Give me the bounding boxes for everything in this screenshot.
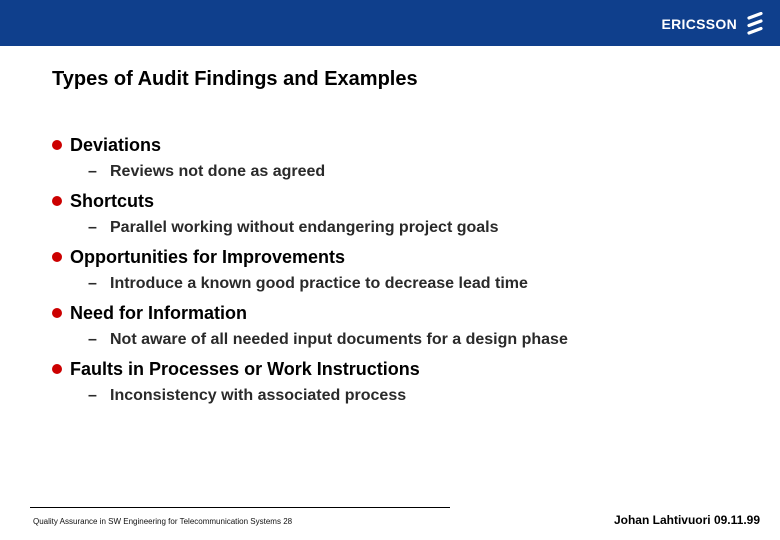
- sub-bullet: [88, 385, 772, 407]
- sub-bullet: [88, 217, 772, 239]
- bullet-need-for-information: [52, 301, 772, 325]
- footer-author-date: Johan Lahtivuori 09.11.99: [613, 513, 760, 527]
- sub-bullet-text: Not aware of all needed input documents for a design phase: [110, 331, 568, 348]
- sub-bullet: [88, 273, 772, 295]
- bullet-shortcuts: [52, 189, 772, 213]
- bullet-heading: Need for Information: [70, 302, 248, 323]
- sub-bullet: [88, 329, 772, 351]
- bullet-dot-icon: [52, 308, 62, 318]
- bullet-heading: Shortcuts: [70, 190, 155, 211]
- dash-icon: –: [88, 387, 97, 404]
- slide-title: Types of Audit Findings and Examples: [52, 68, 418, 90]
- footer-course-title: Quality Assurance in SW Engineering for Telecommunication Systems 28: [33, 517, 293, 526]
- bullet-faults: [52, 357, 772, 381]
- bullet-heading: Faults in Processes or Work Instructions: [70, 358, 420, 379]
- dash-icon: –: [88, 219, 97, 236]
- sub-bullet-text: Introduce a known good practice to decrease lead time: [110, 275, 528, 292]
- sub-bullet-text: Reviews not done as agreed: [110, 163, 326, 180]
- bullet-heading: Deviations: [70, 134, 162, 155]
- dash-icon: –: [88, 275, 97, 292]
- sub-bullet: [88, 161, 772, 183]
- bullet-deviations: [52, 133, 772, 157]
- bullet-opportunities: [52, 245, 772, 269]
- dash-icon: –: [88, 331, 97, 348]
- sub-bullet-text: Inconsistency with associated process: [110, 387, 407, 404]
- bullet-heading: Opportunities for Improvements: [70, 246, 346, 267]
- footer-divider: [30, 507, 450, 508]
- bullet-dot-icon: [52, 140, 62, 150]
- sub-bullet-text: Parallel working without endangering project goals: [110, 219, 499, 236]
- bullet-dot-icon: [52, 364, 62, 374]
- bullet-list: [52, 133, 772, 413]
- logo-text: ERICSSON: [661, 16, 737, 32]
- bullet-dot-icon: [52, 252, 62, 262]
- dash-icon: –: [88, 163, 97, 180]
- header-bar: [0, 0, 780, 46]
- ericsson-logo: [661, 10, 764, 38]
- ericsson-logo-icon: [746, 12, 764, 36]
- bullet-dot-icon: [52, 196, 62, 206]
